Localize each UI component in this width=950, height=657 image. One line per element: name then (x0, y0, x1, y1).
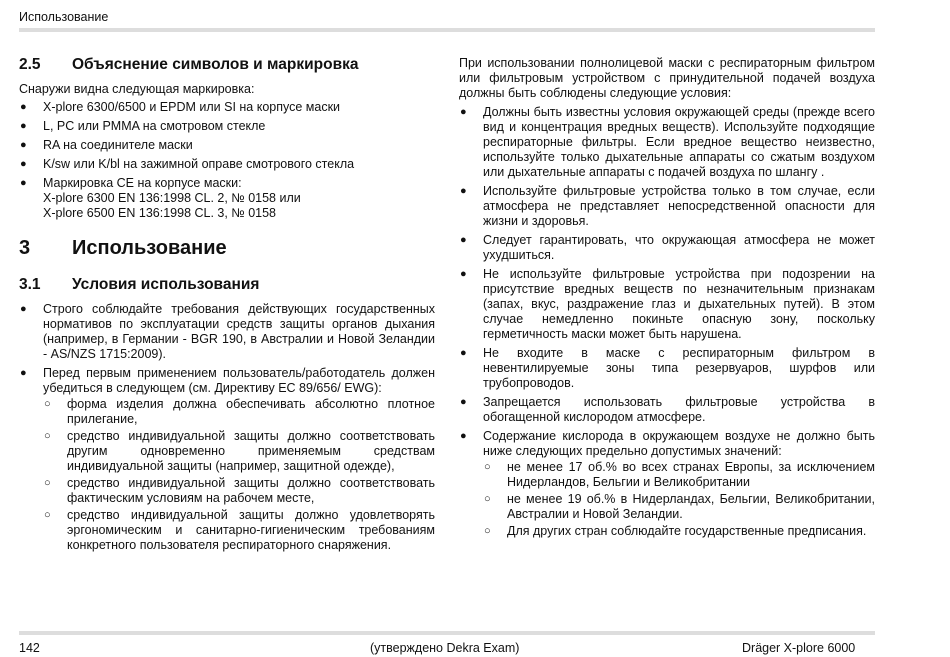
list-item: ● K/sw или K/bl на зажимной оправе смотрового стекла (20, 157, 355, 171)
bullet-icon: ● (20, 303, 27, 315)
bullet-icon: ● (460, 430, 467, 442)
section-title: Условия использования (72, 276, 260, 293)
sub-list-item: ○ средство индивидуальной защиты должно соответствовать фактическим условиям на рабочем месте, (44, 476, 435, 505)
list-item: ● Следует гарантировать, что окружающая атмосфера не может ухудшиться. (460, 233, 875, 262)
section-number: 2.5 (19, 56, 41, 73)
left-column (19, 56, 435, 557)
list-item-oxygen: ● Содержание кислорода в окружающем воздухе не должно быть ниже следующих предельно допустимых значений: ○ не менее 17 об.% во всех странах Европы, за исключением Нидерландов, Бельгии и Великобритании ○ не менее 19 об.% в Нидерландах, Бельгии, Великобритании, Австралии и Новой Зеландии. ○ Для других стран соблюдайте государственные предписания. (460, 429, 875, 538)
list-item-ce: ● Маркировка CE на корпусе маски: X-plore 6300 EN 136:1998 CL. 2, № 0158 или X-plore 6500 EN 136:1998 CL. 3, № 0158 (20, 176, 301, 220)
section-3-1-heading (19, 276, 435, 294)
section-3-heading (19, 236, 435, 260)
sub-list-item: ○ средство индивидуальной защиты должно удовлетворять эргономическим и санитарно-гигиеническим требованиям конкретного пользователя респираторного снаряжения. (44, 508, 435, 552)
circle-bullet-icon: ○ (44, 477, 51, 489)
list-item: ● Не используйте фильтровые устройства при подозрении на присутствие вредных веществ по незначительным признакам (запах, вкус, раздражение глаз и дыхательных путей). В этом случае немедленно покиньте опасную зону, поскольку герметичность маски может быть нарушена. (460, 267, 875, 341)
product-name: Dräger X-plore 6000 (742, 641, 856, 655)
list-item: ● X-plore 6300/6500 и EPDM или SI на корпусе маски (20, 100, 341, 114)
section-2-5-heading (19, 56, 435, 74)
section-number: 3.1 (19, 276, 41, 293)
list-item: ● Строго соблюдайте требования действующих государственных нормативов по эксплуатации средств защиты органов дыхания (например, в Германии - BGR 190, в Австралии и Новой Зеландии - AS/NZS 1715:2009). (20, 302, 435, 361)
list-item: ● Используйте фильтровые устройства только в том случае, если атмосфера не представляет непосредственной опасности для жизни и здоровья. (460, 184, 875, 228)
markings-intro: Снаружи видна следующая маркировка: (19, 82, 255, 96)
list-item: ● Не входите в маске с респираторным фильтром в невентилируемые зоны типа резервуаров, шурфов или трубопроводов. (460, 346, 875, 390)
section-title: Использование (72, 237, 227, 259)
circle-bullet-icon: ○ (484, 461, 491, 473)
sub-list-item: ○ не менее 19 об.% в Нидерландах, Бельгии, Великобритании, Австралии и Новой Зеландии. (484, 492, 875, 521)
bullet-icon: ● (460, 106, 467, 118)
page-number: 142 (19, 641, 40, 655)
circle-bullet-icon: ○ (484, 493, 491, 505)
bullet-icon: ● (20, 367, 27, 379)
circle-bullet-icon: ○ (44, 509, 51, 521)
sub-list-item: ○ Для других стран соблюдайте государственные предписания. (484, 524, 867, 538)
approval-note: (утверждено Dekra Exam) (370, 641, 520, 655)
sub-list-item: ○ средство индивидуальной защиты должно соответствовать другим одновременно применяемым средствам индивидуальной защиты (например, защитной одежде), (44, 429, 435, 473)
bullet-icon: ● (460, 268, 467, 280)
sub-list (43, 397, 435, 553)
list-item: ● Запрещается использовать фильтровые устройства в обогащенной кислородом атмосфере. (460, 395, 875, 424)
markings-list (19, 100, 435, 221)
bullet-icon: ● (460, 347, 467, 359)
oxygen-sub-list (483, 460, 875, 539)
conditions-list (19, 302, 435, 553)
sub-list-item: ○ не менее 17 об.% во всех странах Европы, за исключением Нидерландов, Бельгии и Великобритании (484, 460, 875, 489)
running-header: Использование (19, 10, 109, 24)
footer-divider (19, 631, 875, 635)
right-column (459, 56, 875, 543)
bullet-icon: ● (460, 396, 467, 408)
circle-bullet-icon: ○ (484, 525, 491, 537)
list-item: ● RA на соединителе маски (20, 138, 193, 152)
list-item: ● Должны быть известны условия окружающей среды (прежде всего вид и концентрация вредных веществ). Используйте подходящие респираторные фильтры. Если вредное вещество неизвестно, используйте только дыхательные аппараты со сжатым воздухом или дыхательные аппараты с подачей воздуха по шлангу . (460, 105, 875, 179)
usage-conditions-list (459, 105, 875, 539)
sub-list-item: ○ форма изделия должна обеспечивать абсолютно плотное прилегание, (44, 397, 435, 426)
list-item: ● L, PC или PMMA на смотровом стекле (20, 119, 266, 133)
bullet-icon: ● (20, 177, 27, 189)
bullet-icon: ● (20, 139, 27, 151)
bullet-icon: ● (460, 185, 467, 197)
section-title: Объяснение символов и маркировка (72, 56, 359, 73)
section-number: 3 (19, 237, 31, 259)
circle-bullet-icon: ○ (44, 430, 51, 442)
circle-bullet-icon: ○ (44, 398, 51, 410)
conditions-intro: При использовании полнолицевой маски с респираторным фильтром или фильтровым устройством с принудительной подачей воздуха должны быть соблюдены следующие условия: (459, 56, 875, 100)
bullet-icon: ● (20, 158, 27, 170)
bullet-icon: ● (20, 120, 27, 132)
bullet-icon: ● (20, 101, 27, 113)
bullet-icon: ● (460, 234, 467, 246)
header-divider (19, 28, 875, 32)
list-item: ● Перед первым применением пользователь/работодатель должен убедиться в следующем (см. Директиву ЕС 89/656/ EWG): ○ форма изделия должна обеспечивать абсолютно плотное прилегание, ○ средство индивидуальной защиты должно соответствовать другим одновременно применяемым средствам индивидуальной защиты (например, защитной одежде), ○ средство индивидуальной защиты должно соответствовать фактическим условиям на рабочем месте, ○ средство индивидуальной защиты должно удовлетворять эргономическим и санитарно-гигиеническим требованиям конкретного пользователя респираторного снаряжения. (20, 366, 435, 552)
